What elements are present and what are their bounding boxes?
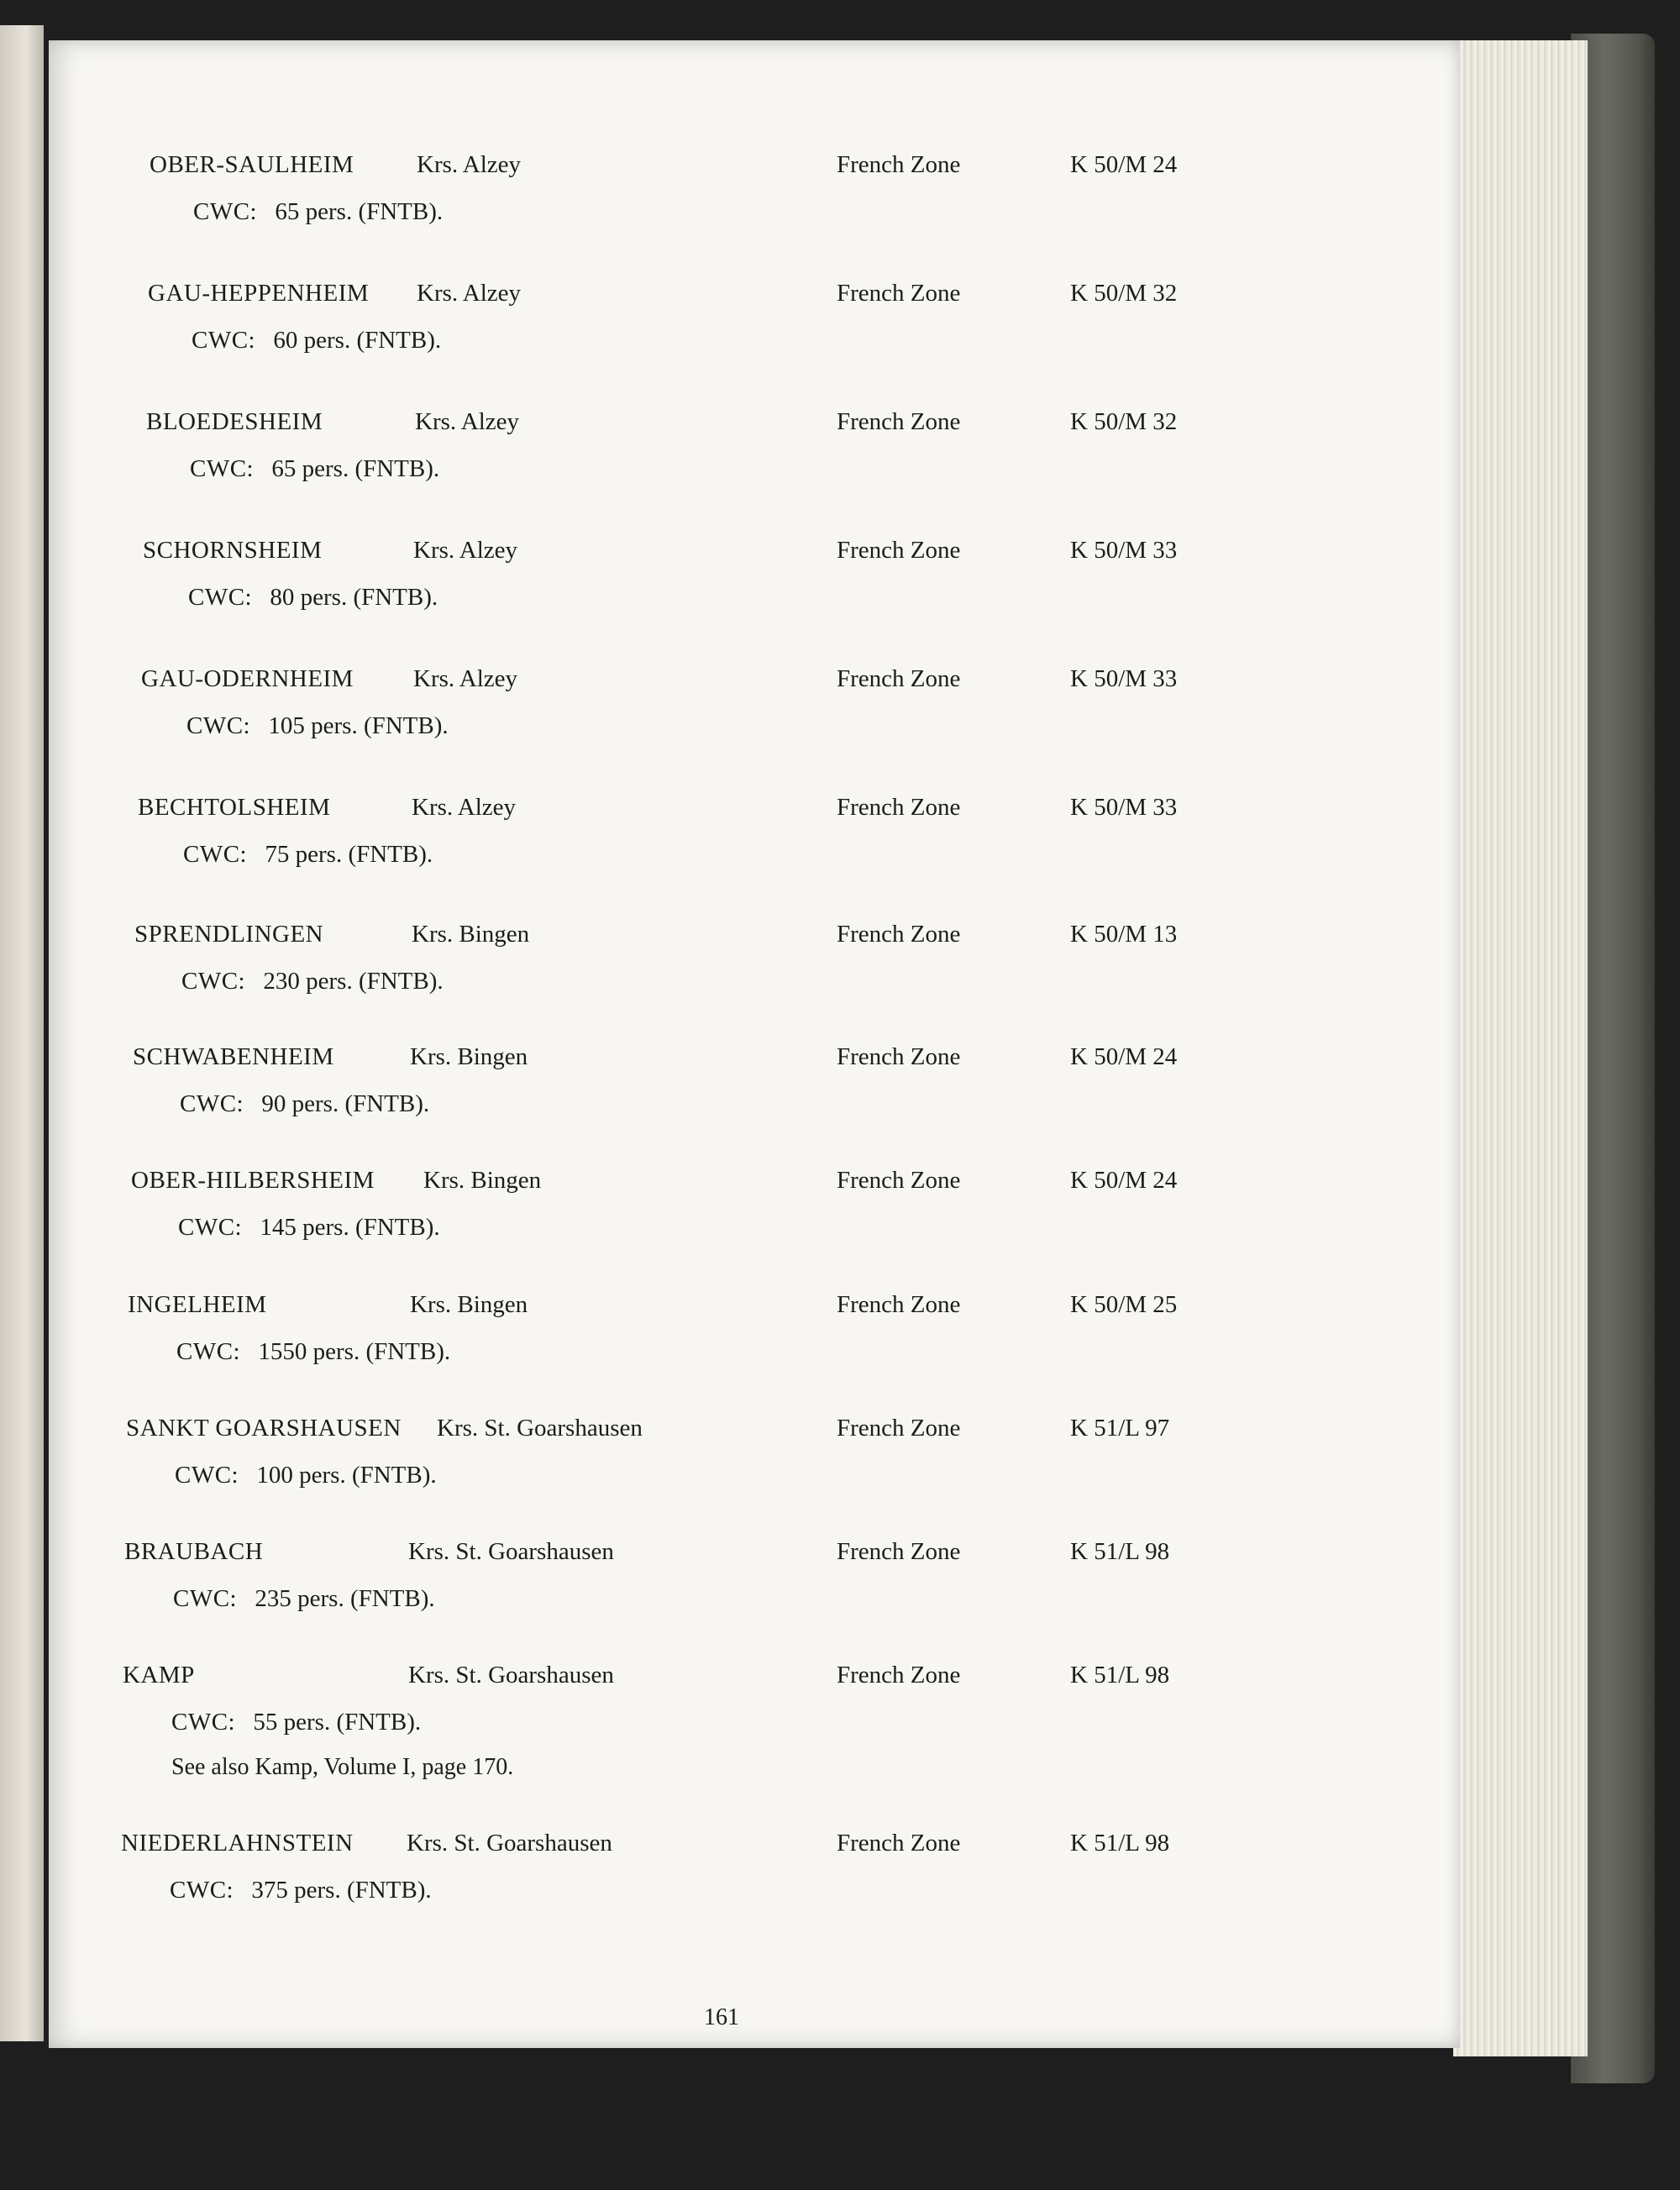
place-name: KAMP: [123, 1662, 195, 1688]
map-grid-reference: K 50/M 32: [1070, 408, 1178, 435]
map-grid-reference: K 50/M 33: [1070, 537, 1178, 564]
district-name: Krs. St. Goarshausen: [408, 1538, 614, 1565]
district-name: Krs. Alzey: [415, 408, 520, 435]
occupation-zone: French Zone: [837, 921, 961, 948]
place-name: BRAUBACH: [124, 1538, 264, 1565]
gazetteer-entry: [49, 280, 1460, 414]
place-name: OBER-HILBERSHEIM: [131, 1167, 375, 1194]
cwc-detail: 55 pers. (FNTB).: [253, 1709, 422, 1736]
cwc-line: [193, 198, 443, 226]
map-grid-reference: K 50/M 24: [1070, 1043, 1178, 1070]
place-name: SANKT GOARSHAUSEN: [126, 1415, 402, 1442]
place-name: GAU-ODERNHEIM: [141, 665, 354, 692]
page-number: 161: [704, 2004, 739, 2030]
place-name: GAU-HEPPENHEIM: [148, 280, 370, 307]
gazetteer-entry: [49, 151, 1460, 286]
place-name: OBER-SAULHEIM: [150, 151, 354, 178]
occupation-zone: French Zone: [837, 1830, 961, 1857]
cwc-detail: 65 pers. (FNTB).: [271, 455, 440, 482]
cwc-line: [171, 1709, 421, 1736]
cwc-line: [190, 455, 439, 483]
book-page: [49, 40, 1460, 2048]
cwc-line: [186, 712, 449, 740]
cwc-label: CWC:: [183, 841, 248, 868]
place-name: SCHWABENHEIM: [133, 1043, 334, 1070]
cwc-line: [188, 584, 438, 612]
cwc-label: CWC:: [180, 1090, 244, 1117]
cwc-detail: 100 pers. (FNTB).: [256, 1462, 437, 1489]
gazetteer-entry: [49, 665, 1460, 800]
district-name: Krs. Bingen: [410, 1043, 528, 1070]
gazetteer-entry: [49, 794, 1460, 928]
cwc-line: [178, 1214, 440, 1242]
cwc-detail: 65 pers. (FNTB).: [275, 198, 444, 225]
place-name: INGELHEIM: [128, 1291, 267, 1318]
map-grid-reference: K 51/L 98: [1070, 1830, 1170, 1857]
cwc-line: [192, 327, 441, 354]
see-also-note: See also Kamp, Volume I, page 170.: [171, 1754, 514, 1780]
district-name: Krs. Alzey: [417, 151, 522, 178]
cwc-line: [176, 1338, 450, 1366]
gazetteer-entry: [49, 1167, 1460, 1301]
occupation-zone: French Zone: [837, 1167, 961, 1194]
place-name: SPRENDLINGEN: [134, 921, 324, 948]
cwc-line: [173, 1585, 435, 1613]
cwc-label: CWC:: [188, 584, 253, 611]
district-name: Krs. Bingen: [412, 921, 530, 948]
gazetteer-entry: [49, 537, 1460, 671]
cwc-label: CWC:: [170, 1877, 234, 1904]
cwc-line: [181, 968, 444, 995]
occupation-zone: French Zone: [837, 665, 961, 692]
occupation-zone: French Zone: [837, 1662, 961, 1688]
cwc-detail: 145 pers. (FNTB).: [260, 1214, 440, 1241]
map-grid-reference: K 50/M 32: [1070, 280, 1178, 307]
cwc-detail: 75 pers. (FNTB).: [265, 841, 433, 868]
cwc-label: CWC:: [190, 455, 255, 482]
cwc-detail: 230 pers. (FNTB).: [263, 968, 444, 995]
occupation-zone: French Zone: [837, 1291, 961, 1318]
cwc-label: CWC:: [192, 327, 256, 354]
occupation-zone: French Zone: [837, 408, 961, 435]
district-name: Krs. Bingen: [410, 1291, 528, 1318]
map-grid-reference: K 50/M 33: [1070, 665, 1178, 692]
district-name: Krs. Alzey: [413, 537, 518, 564]
occupation-zone: French Zone: [837, 1415, 961, 1442]
page-stack-edges: [1453, 40, 1588, 2056]
cwc-detail: 90 pers. (FNTB).: [261, 1090, 430, 1117]
cwc-label: CWC:: [186, 712, 251, 739]
occupation-zone: French Zone: [837, 280, 961, 307]
cwc-label: CWC:: [175, 1462, 239, 1489]
cwc-line: [183, 841, 433, 869]
cwc-label: CWC:: [181, 968, 246, 995]
gazetteer-entry: [49, 408, 1460, 543]
district-name: Krs. St. Goarshausen: [437, 1415, 643, 1442]
cwc-detail: 60 pers. (FNTB).: [273, 327, 442, 354]
gazetteer-entry: [49, 1291, 1460, 1426]
gazetteer-entry: [49, 1043, 1460, 1178]
map-grid-reference: K 50/M 25: [1070, 1291, 1178, 1318]
map-grid-reference: K 51/L 98: [1070, 1662, 1170, 1688]
map-grid-reference: K 50/M 33: [1070, 794, 1178, 821]
district-name: Krs. St. Goarshausen: [408, 1662, 614, 1688]
gazetteer-entry: [49, 1538, 1460, 1673]
gazetteer-entry: [49, 1662, 1460, 1796]
occupation-zone: French Zone: [837, 794, 961, 821]
map-grid-reference: K 51/L 97: [1070, 1415, 1170, 1442]
cwc-line: [170, 1877, 432, 1904]
district-name: Krs. Alzey: [413, 665, 518, 692]
place-name: NIEDERLAHNSTEIN: [121, 1830, 354, 1857]
map-grid-reference: K 50/M 24: [1070, 151, 1178, 178]
cwc-label: CWC:: [176, 1338, 241, 1365]
facing-page-edge: [0, 25, 44, 2041]
cwc-label: CWC:: [178, 1214, 243, 1241]
cwc-line: [175, 1462, 437, 1489]
cwc-line: [180, 1090, 429, 1118]
occupation-zone: French Zone: [837, 151, 961, 178]
occupation-zone: French Zone: [837, 1043, 961, 1070]
cwc-detail: 80 pers. (FNTB).: [270, 584, 438, 611]
cwc-detail: 235 pers. (FNTB).: [255, 1585, 435, 1612]
district-name: Krs. Alzey: [417, 280, 522, 307]
gazetteer-entry: [49, 1415, 1460, 1549]
cwc-label: CWC:: [193, 198, 258, 225]
map-grid-reference: K 50/M 24: [1070, 1167, 1178, 1194]
map-grid-reference: K 51/L 98: [1070, 1538, 1170, 1565]
place-name: BLOEDESHEIM: [146, 408, 323, 435]
cwc-label: CWC:: [171, 1709, 236, 1736]
cwc-label: CWC:: [173, 1585, 238, 1612]
place-name: SCHORNSHEIM: [143, 537, 323, 564]
district-name: Krs. St. Goarshausen: [407, 1830, 612, 1857]
occupation-zone: French Zone: [837, 537, 961, 564]
place-name: BECHTOLSHEIM: [138, 794, 331, 821]
occupation-zone: French Zone: [837, 1538, 961, 1565]
cwc-detail: 105 pers. (FNTB).: [268, 712, 449, 739]
district-name: Krs. Alzey: [412, 794, 517, 821]
district-name: Krs. Bingen: [423, 1167, 542, 1194]
gazetteer-entry: [49, 921, 1460, 1055]
cwc-detail: 375 pers. (FNTB).: [251, 1877, 432, 1904]
gazetteer-entry: [49, 1830, 1460, 1964]
map-grid-reference: K 50/M 13: [1070, 921, 1178, 948]
cwc-detail: 1550 pers. (FNTB).: [258, 1338, 451, 1365]
